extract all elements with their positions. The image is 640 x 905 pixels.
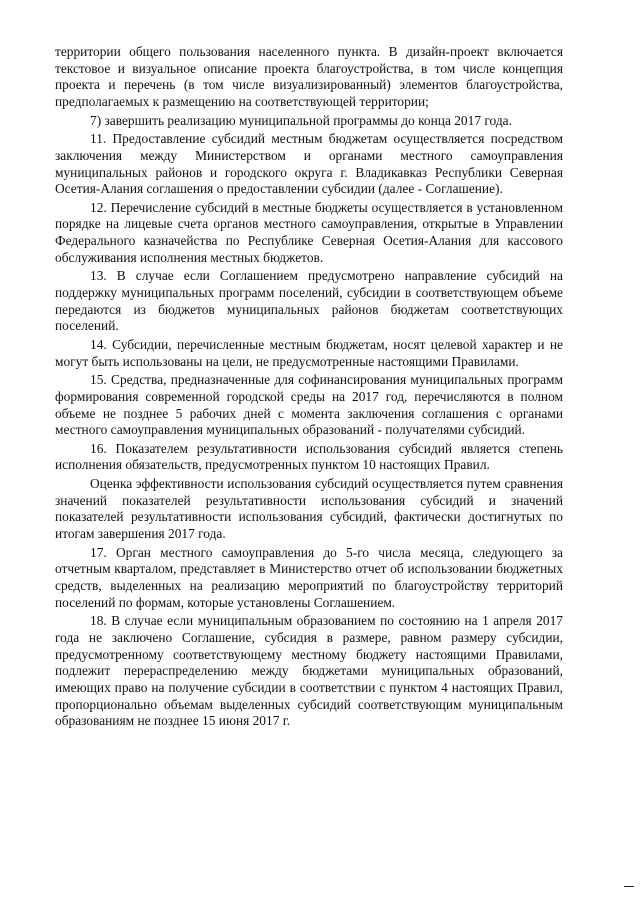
paragraph-clause-16: 16. Показателем результативности использования субсидий является степень исполнения обязательств, предусмотренных пунктом 10 настоящих Правил. <box>55 440 563 473</box>
paragraph-efficiency-assessment: Оценка эффективности использования субсидий осуществляется путем сравнения значений показателей результативности использования субсидий и значений показателей результативности использования субсидий, фактически достигнутых по итогам завершения 2017 года. <box>55 475 563 542</box>
paragraph-territory-continuation: территории общего пользования населенного пункта. В дизайн-проект включается текстовое и визуальное описание проекта благоустройства, в том числе концепция проекта и перечень (в том числе визуализированный) элементов благоустройства, предполагаемых к размещению на соответствующей территории; <box>55 44 563 110</box>
page-edge-mark <box>624 886 634 887</box>
paragraph-clause-17: 17. Орган местного самоуправления до 5-го числа месяца, следующего за отчетным кварталом, представляет в Министерство отчет об использовании бюджетных средств, выделенных на реализацию мероприятий по благоустройству территорий поселений по формам, которые установлены Соглашением. <box>55 544 563 610</box>
paragraph-clause-12: 12. Перечисление субсидий в местные бюджеты осуществляется в установленном порядке на лицевые счета органов местного самоуправления, открытые в Управлении Федерального казначейства по Республике Северная Осетия-Алания для кассового обслуживания исполнения местных бюджетов. <box>55 199 563 265</box>
paragraph-clause-11: 11. Предоставление субсидий местным бюджетам осуществляется посредством заключения между Министерством и органами местного самоуправления муниципальных районов и городского округа г. Владикавказ Республики Северная Осетия-Алания соглашения о предоставлении субсидии (далее - Соглашение). <box>55 131 563 197</box>
paragraph-clause-14: 14. Субсидии, перечисленные местным бюджетам, носят целевой характер и не могут быть использованы на цели, не предусмотренные настоящими Правилами. <box>55 336 563 369</box>
document-body <box>55 44 563 732</box>
paragraph-item-7: 7) завершить реализацию муниципальной программы до конца 2017 года. <box>90 112 512 128</box>
paragraph-clause-13: 13. В случае если Соглашением предусмотрено направление субсидий на поддержку муниципальных программ поселений, субсидии в соответствующем объеме передаются из бюджетов муниципальных районов бюджетам соответствующих поселений. <box>55 268 563 334</box>
paragraph-clause-18: 18. В случае если муниципальным образованием по состоянию на 1 апреля 2017 года не заключено Соглашение, субсидия в размере, равном размеру субсидии, предусмотренному соответствующему местному бюджету настоящими Правилами, подлежит перераспределению между бюджетами муниципальных образований, имеющих право на получение субсидии в соответствии с пунктом 4 настоящих Правил, пропорционально объемам выделенных субсидий соответствующим муниципальным образованиям не позднее 15 июня 2017 г. <box>55 613 563 729</box>
paragraph-clause-15: 15. Средства, предназначенные для софинансирования муниципальных программ формирования современной городской среды на 2017 год, перечисляются в полном объеме не позднее 5 рабочих дней с момента заключения соглашения с органами местного самоуправления муниципальных образований - получателями субсидий. <box>55 372 563 438</box>
